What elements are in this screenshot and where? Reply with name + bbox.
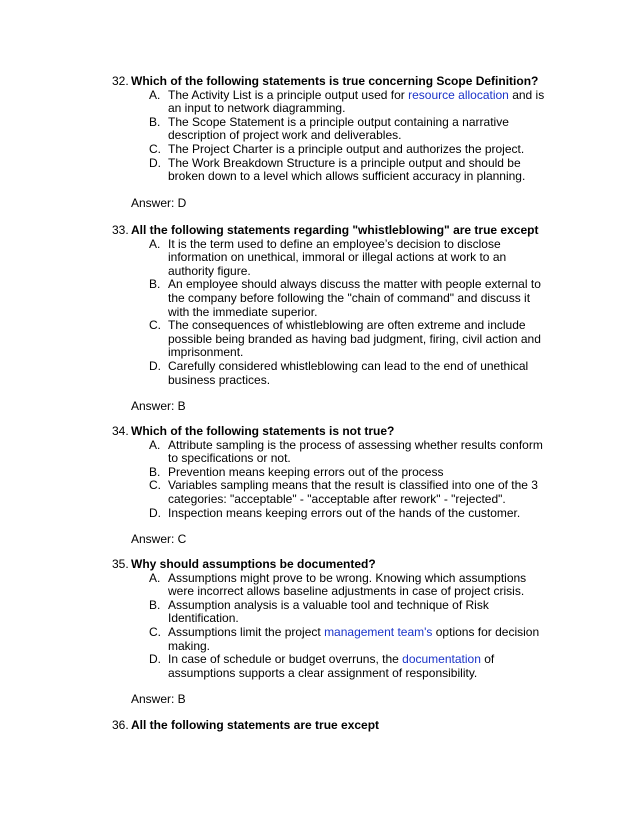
question-title: All the following statements are true except bbox=[131, 718, 380, 732]
option-letter: A. bbox=[149, 570, 161, 585]
option-letter: B. bbox=[149, 277, 161, 292]
question-title: Which of the following statements is true concerning Scope Definition? bbox=[131, 74, 539, 88]
option-text: Variables sampling means that the result is classified into one of the 3 categories: "acceptable" - "acceptable after rework" - "rejected". bbox=[168, 478, 538, 506]
option-list bbox=[112, 572, 552, 681]
option-letter: D. bbox=[149, 652, 161, 667]
option-letter: A. bbox=[149, 437, 161, 452]
option-list bbox=[112, 89, 552, 184]
option-list bbox=[112, 238, 552, 388]
question-number: 34. bbox=[112, 424, 129, 438]
question-number: 32. bbox=[112, 74, 129, 88]
option-a bbox=[112, 238, 552, 279]
option-b bbox=[112, 599, 552, 626]
option-text: The Scope Statement is a principle output containing a narrative description of project work and deliverables. bbox=[168, 114, 509, 143]
question-36 bbox=[112, 719, 552, 733]
option-letter: D. bbox=[149, 358, 161, 373]
option-text: Carefully considered whistleblowing can lead to the end of unethical business practices. bbox=[168, 358, 529, 387]
question-number: 33. bbox=[112, 223, 129, 237]
question-header bbox=[112, 719, 552, 733]
option-text: It is the term used to define an employee’s decision to disclose information on unethical, immoral or illegal actions at work to an authority figure. bbox=[168, 236, 507, 278]
option-letter: D. bbox=[149, 505, 161, 520]
option-text-part: Assumptions limit the project bbox=[168, 624, 325, 639]
option-text: Assumption analysis is a valuable tool and technique of Risk Identification. bbox=[168, 597, 489, 626]
option-d bbox=[112, 653, 552, 680]
option-a bbox=[112, 89, 552, 116]
option-c bbox=[112, 143, 552, 157]
question-header bbox=[112, 425, 552, 439]
option-a bbox=[112, 439, 552, 466]
option-letter: D. bbox=[149, 155, 161, 170]
option-d bbox=[112, 507, 552, 521]
question-number: 35. bbox=[112, 557, 129, 571]
hyperlink[interactable]: documentation bbox=[402, 652, 481, 667]
question-header bbox=[112, 558, 552, 572]
option-text bbox=[168, 89, 552, 116]
option-b bbox=[112, 466, 552, 480]
option-text: Assumptions might prove to be wrong. Knowing which assumptions were incorrect allows baseline adjustments in case of project crisis. bbox=[168, 570, 527, 599]
option-letter: C. bbox=[149, 478, 161, 493]
answer: Answer: B bbox=[131, 399, 186, 414]
option-c bbox=[112, 626, 552, 653]
option-b bbox=[112, 116, 552, 143]
option-a bbox=[112, 572, 552, 599]
option-text-part: and is an input to network diagramming. bbox=[168, 87, 545, 116]
option-d bbox=[112, 360, 552, 387]
question-header bbox=[112, 75, 552, 89]
option-letter: C. bbox=[149, 318, 161, 333]
option-letter: B. bbox=[149, 114, 161, 129]
hyperlink[interactable]: resource allocation bbox=[408, 87, 509, 102]
option-text bbox=[168, 653, 552, 680]
question-number: 36. bbox=[112, 718, 129, 732]
answer: Answer: B bbox=[131, 692, 186, 707]
answer: Answer: D bbox=[131, 195, 187, 210]
option-text: The Project Charter is a principle output and authorizes the project. bbox=[168, 141, 525, 156]
question-title: All the following statements regarding "whistleblowing" are true except bbox=[131, 223, 539, 237]
option-text-part: The Activity List is a principle output used for bbox=[168, 87, 409, 102]
option-text: The consequences of whistleblowing are often extreme and include possible being branded as having bad judgment, firing, civil action and imprisonment. bbox=[168, 318, 541, 360]
option-text: Inspection means keeping errors out of the hands of the customer. bbox=[168, 505, 521, 520]
option-letter: C. bbox=[149, 624, 161, 639]
option-text: Prevention means keeping errors out of the process bbox=[168, 464, 444, 479]
option-letter: A. bbox=[149, 87, 161, 102]
option-text: The Work Breakdown Structure is a principle output and should be broken down to a level which allows sufficient accuracy in planning. bbox=[168, 155, 526, 184]
question-34 bbox=[112, 425, 552, 547]
option-text-part: options for decision making. bbox=[168, 624, 540, 653]
question-35 bbox=[112, 558, 552, 707]
option-letter: B. bbox=[149, 464, 161, 479]
option-b bbox=[112, 278, 552, 319]
question-title: Which of the following statements is not true? bbox=[131, 424, 395, 438]
question-header bbox=[112, 224, 552, 238]
option-text-part: In case of schedule or budget overruns, the bbox=[168, 652, 403, 667]
hyperlink[interactable]: management team's bbox=[324, 624, 433, 639]
option-text: An employee should always discuss the matter with people external to the company before following the "chain of command" and discuss it with the immediate superior. bbox=[168, 277, 541, 319]
option-text: Attribute sampling is the process of assessing whether results conform to specifications or not. bbox=[168, 437, 543, 466]
option-text-part: of assumptions supports a clear assignment of responsibility. bbox=[168, 652, 495, 680]
question-title: Why should assumptions be documented? bbox=[131, 557, 376, 571]
option-letter: B. bbox=[149, 597, 161, 612]
option-letter: C. bbox=[149, 141, 161, 156]
option-list bbox=[112, 439, 552, 521]
option-c bbox=[112, 319, 552, 360]
question-33 bbox=[112, 224, 552, 414]
option-letter: A. bbox=[149, 236, 161, 251]
option-text bbox=[168, 626, 552, 653]
answer: Answer: C bbox=[131, 532, 187, 547]
question-32 bbox=[112, 75, 552, 210]
option-d bbox=[112, 157, 552, 184]
option-c bbox=[112, 479, 552, 506]
